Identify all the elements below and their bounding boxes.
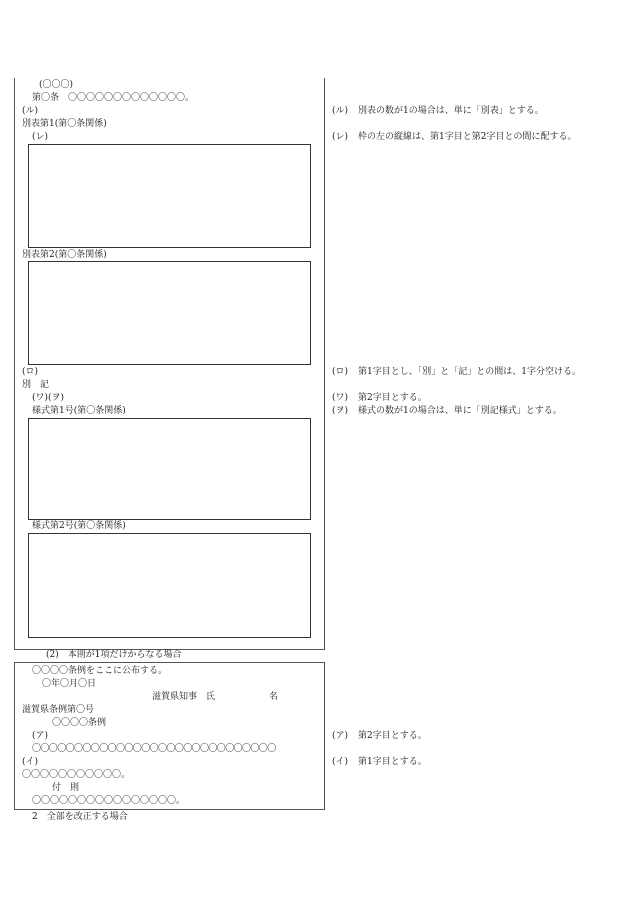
article-line: 第〇条 〇〇〇〇〇〇〇〇〇〇〇〇〇。 (32, 93, 195, 103)
supplementary-heading: 付 則 (52, 783, 80, 793)
section2-heading: (2) 本則が1項だけからなる場合 (46, 650, 182, 660)
note-i-text: 第1字目とする。 (358, 757, 427, 767)
note-wa-text: 第2字目とする。 (358, 393, 427, 403)
form2-box (28, 533, 311, 638)
mark-i: (イ) (22, 757, 39, 767)
table1-title: 別表第1(第〇条関係) (22, 119, 107, 129)
note-wo-mark: (ヲ) (332, 406, 349, 416)
mark-ru: (ル) (22, 106, 39, 116)
note-a-mark: (ア) (332, 731, 349, 741)
section3-heading: 2 全部を改正する場合 (32, 812, 128, 822)
note-ru-mark: (ル) (332, 106, 349, 116)
note-ru-text: 別表の数が1の場合は、単に「別表」とする。 (358, 106, 544, 116)
mark-a: (ア) (32, 731, 49, 741)
form1-title: 様式第1号(第〇条関係) (32, 406, 126, 416)
table2-title: 別表第2(第〇条関係) (22, 250, 107, 260)
betsuki-heading: 別 記 (22, 380, 50, 390)
paren-ooo-line: (〇〇〇) (39, 80, 74, 90)
note-ro-mark: (ロ) (332, 367, 349, 377)
table1-box (28, 144, 311, 248)
ordinance-title: 〇〇〇〇条例 (52, 718, 107, 728)
mark-ro: (ロ) (22, 367, 39, 377)
ordinance-number: 滋賀県条例第〇号 (22, 705, 95, 715)
note-wo-text: 様式の数が1の場合は、単に「別記様式」とする。 (358, 406, 562, 416)
supplementary-line: 〇〇〇〇〇〇〇〇〇〇〇〇〇〇〇〇。 (32, 796, 186, 806)
form2-title: 様式第2号(第〇条関係) (32, 521, 126, 531)
note-a-text: 第2字目とする。 (358, 731, 427, 741)
note-ro-text: 第1字目とし、「別」と「記」との間は、1字分空ける。 (358, 367, 581, 377)
form1-box (28, 418, 311, 520)
table2-box (28, 261, 311, 365)
promulgation-line: 〇〇〇〇条例をここに公布する。 (32, 666, 168, 676)
note-wa-mark: (ワ) (332, 393, 349, 403)
mark-re: (レ) (32, 132, 49, 142)
note-re-text: 枠の左の縦線は、第1字目と第2字目との間に配する。 (358, 132, 577, 142)
date-line: 〇年〇月〇日 (42, 679, 97, 689)
mark-wa-wo: (ワ)(ヲ) (32, 393, 65, 403)
note-re-mark: (レ) (332, 132, 349, 142)
body-line: 〇〇〇〇〇〇〇〇〇〇〇〇〇〇〇〇〇〇〇〇〇〇〇〇〇〇〇〇〇 (32, 744, 276, 754)
governor-line: 滋賀県知事 氏 名 (152, 692, 279, 702)
body-line-2: 〇〇〇〇〇〇〇〇〇〇〇。 (22, 770, 131, 780)
note-i-mark: (イ) (332, 757, 349, 767)
